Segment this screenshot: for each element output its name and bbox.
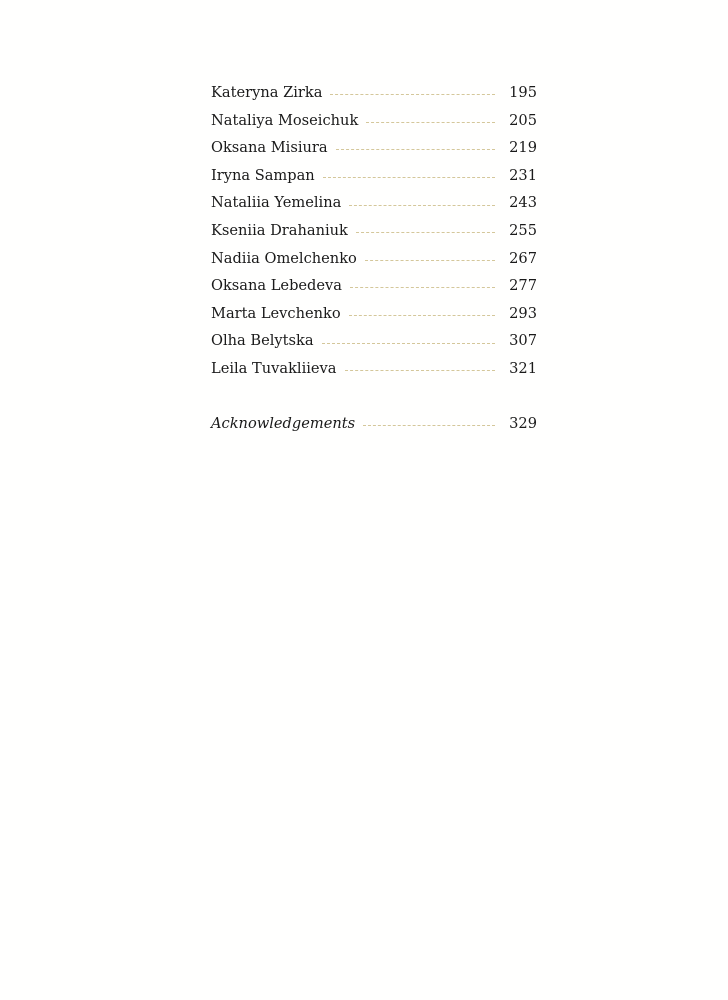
toc-entry-name: Marta Levchenko	[211, 304, 341, 322]
dotted-leader	[365, 260, 495, 261]
dotted-leader	[330, 94, 495, 95]
toc-entry-kateryna-zirka[interactable]	[211, 79, 537, 107]
toc-entry-page: 277	[509, 277, 537, 295]
toc-entry-nadiia-omelchenko[interactable]	[211, 245, 537, 273]
toc-entry-olha-belytska[interactable]	[211, 327, 537, 355]
dotted-leader	[323, 177, 495, 178]
toc-entry-kseniia-drahaniuk[interactable]	[211, 217, 537, 245]
toc-entry-page: 195	[509, 84, 537, 101]
toc-entry-page: 293	[509, 304, 537, 322]
toc-entry-name: Iryna Sampan	[211, 166, 315, 184]
toc-entry-leila-tuvakliieva[interactable]	[211, 355, 537, 383]
toc-entry-page: 231	[509, 166, 537, 184]
toc-entry-name: Kseniia Drahaniuk	[211, 221, 348, 239]
dotted-leader	[356, 232, 495, 233]
toc-entry-page: 329	[509, 415, 537, 433]
toc-entry-page: 219	[509, 139, 537, 157]
toc-entry-name: Acknowledgements	[211, 415, 356, 433]
dotted-leader	[345, 370, 496, 371]
toc-entry-page: 205	[509, 111, 537, 129]
dotted-leader	[322, 343, 496, 344]
toc-entry-nataliya-moseichuk[interactable]	[211, 107, 537, 135]
dotted-leader	[349, 205, 495, 206]
toc-entry-name: Leila Tuvakliieva	[211, 359, 337, 377]
table-of-contents	[211, 79, 537, 438]
toc-entry-name: Nataliya Moseichuk	[211, 111, 359, 129]
toc-entry-iryna-sampan[interactable]	[211, 162, 537, 190]
dotted-leader	[350, 287, 495, 288]
toc-entry-page: 243	[509, 194, 537, 212]
toc-entry-marta-levchenko[interactable]	[211, 300, 537, 328]
toc-entry-oksana-misiura[interactable]	[211, 134, 537, 162]
toc-entry-nataliia-yemelina[interactable]	[211, 189, 537, 217]
toc-entry-page: 321	[509, 359, 537, 377]
dotted-leader	[366, 122, 495, 123]
toc-entry-name: Olha Belytska	[211, 332, 314, 350]
toc-entry-name: Oksana Misiura	[211, 139, 328, 157]
dotted-leader	[363, 425, 495, 426]
toc-entry-oksana-lebedeva[interactable]	[211, 272, 537, 300]
dotted-leader	[336, 149, 496, 150]
dotted-leader	[349, 315, 496, 316]
toc-entry-page: 255	[509, 221, 537, 239]
toc-entry-name: Nadiia Omelchenko	[211, 249, 357, 267]
toc-entry-page: 307	[509, 332, 537, 350]
toc-entry-name: Nataliia Yemelina	[211, 194, 342, 212]
toc-entry-page: 267	[509, 249, 537, 267]
toc-entry-name: Kateryna Zirka	[211, 84, 323, 101]
toc-entry-name: Oksana Lebedeva	[211, 277, 342, 295]
toc-entry-acknowledgements[interactable]	[211, 410, 537, 438]
